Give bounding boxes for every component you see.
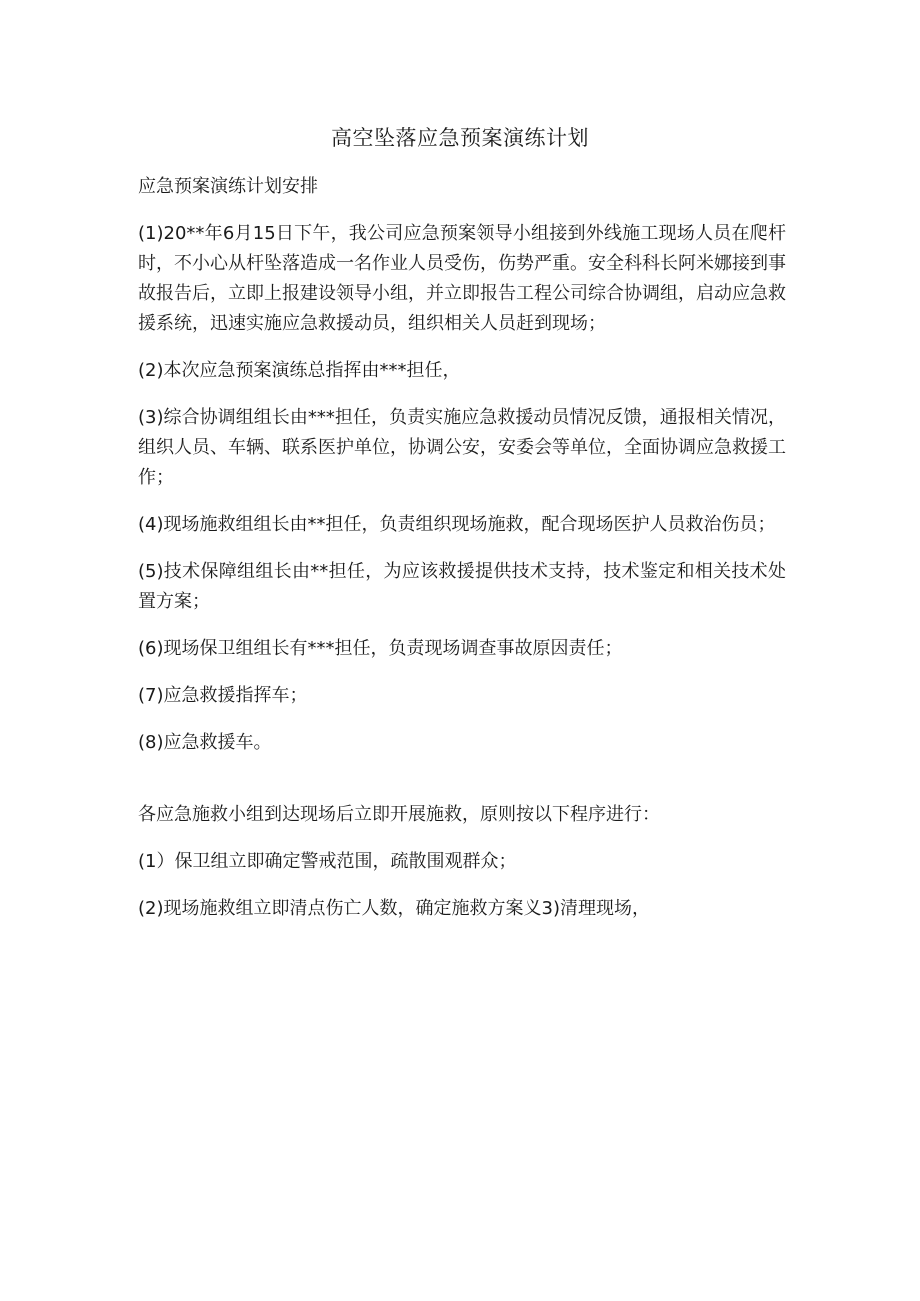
procedure-step-1: (1）保卫组立即确定警戒范围，疏散围观群众； <box>138 851 517 872</box>
paragraph-item-4: (4)现场施救组组长由**担任，负责组织现场施救，配合现场医护人员救治伤员； <box>138 514 776 535</box>
paragraph-item-6: (6)现场保卫组组长有***担任，负责现场调查事故原因责任； <box>138 638 623 659</box>
procedure-intro: 各应急施救小组到达现场后立即开展施救，原则按以下程序进行： <box>138 804 660 825</box>
document-body <box>138 172 786 941</box>
paragraph-item-8: (8)应急救援车。 <box>138 732 272 753</box>
paragraph-item-7: (7)应急救援指挥车； <box>138 685 308 706</box>
section-heading: 应急预案演练计划安排 <box>138 176 318 197</box>
document-title: 高空坠落应急预案演练计划 <box>331 126 589 150</box>
procedure-step-2: (2)现场施救组立即清点伤亡人数，确定施救方案义3)清理现场， <box>138 898 650 919</box>
paragraph-item-5: (5)技术保障组组长由**担任，为应该救援提供技术支持，技术鉴定和相关技术处置方案； <box>138 561 786 612</box>
paragraph-item-3: (3)综合协调组组长由***担任，负责实施应急救援动员情况反馈，通报相关情况，组织人员、车辆、联系医护单位，协调公安，安委会等单位，全面协调应急救援工作； <box>138 407 786 488</box>
paragraph-item-1: (1)20**年6月15日下午，我公司应急预案领导小组接到外线施工现场人员在爬杆时，不小心从杆坠落造成一名作业人员受伤，伤势严重。安全科科长阿米娜接到事故报告后，立即上报建设领导小组，并立即报告工程公司综合协调组，启动应急救援系统，迅速实施应急救援动员，组织相关人员赶到现场； <box>138 223 786 334</box>
paragraph-item-2: (2)本次应急预案演练总指挥由***担任， <box>138 360 461 381</box>
